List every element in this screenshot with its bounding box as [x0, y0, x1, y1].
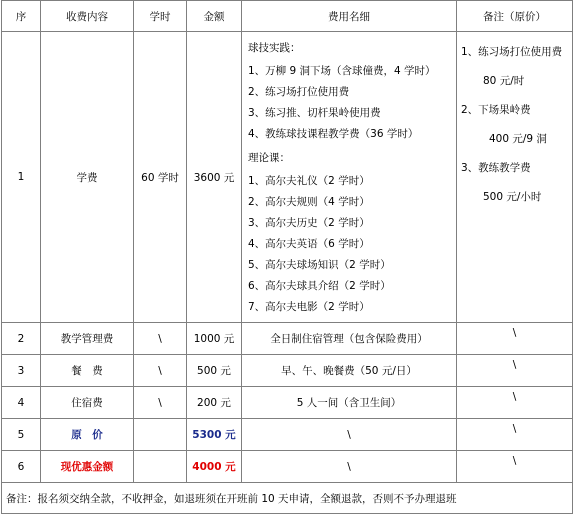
row-note — [457, 323, 573, 355]
row-hours: 60 学时 — [134, 32, 187, 323]
note-label: 3、教练教学费 — [461, 162, 531, 174]
row-hours: \ — [134, 387, 187, 419]
row-note — [457, 355, 573, 387]
row-hours — [134, 419, 187, 451]
note-label: 1、练习场打位使用费 — [461, 46, 563, 58]
header-hours: 学时 — [134, 1, 187, 32]
header-item: 收费内容 — [41, 1, 134, 32]
fee-table — [1, 0, 573, 514]
theory-item: 1、高尔夫礼仪（2 学时） — [248, 175, 370, 187]
row-detail: 5 人一间（含卫生间） — [242, 387, 457, 419]
row-no: 4 — [2, 387, 41, 419]
table-row — [2, 355, 573, 387]
row-item: 餐 费 — [41, 355, 134, 387]
row-note — [457, 387, 573, 419]
note-price: 400 元/9 洞 — [489, 133, 547, 145]
row-amount: 3600 元 — [187, 32, 242, 323]
row-detail: 全日制住宿管理（包含保险费用） — [242, 323, 457, 355]
row-no: 1 — [2, 32, 41, 323]
practice-item: 2、练习场打位使用费 — [248, 86, 350, 98]
row-no: 6 — [2, 451, 41, 483]
header-row — [2, 1, 573, 32]
theory-item: 2、高尔夫规则（4 学时） — [248, 196, 370, 208]
row-note-text: \ — [512, 454, 517, 467]
practice-title: 球技实践： — [248, 42, 301, 54]
row-note — [457, 451, 573, 483]
tuition-notes — [457, 32, 573, 323]
practice-item: 3、练习推、切杆果岭使用费 — [248, 107, 381, 119]
table-row — [2, 387, 573, 419]
theory-item: 5、高尔夫球场知识（2 学时） — [248, 259, 391, 271]
note-price: 80 元/时 — [483, 75, 525, 87]
footer-note: 备注：报名须交纳全款，不收押金，如退班须在开班前 10 天申请，全额退款，否则不予办理退班 — [2, 483, 573, 514]
table-row — [2, 32, 573, 323]
row-note-text: \ — [512, 390, 517, 403]
practice-item: 1、万柳 9 洞下场（含球僮费，4 学时） — [248, 65, 436, 77]
table-row — [2, 451, 573, 483]
header-amount: 金额 — [187, 1, 242, 32]
row-detail: \ — [242, 419, 457, 451]
footer-row — [2, 483, 573, 514]
row-note-text: \ — [512, 326, 517, 339]
theory-item: 6、高尔夫球具介绍（2 学时） — [248, 280, 391, 292]
row-no: 3 — [2, 355, 41, 387]
table-row — [2, 323, 573, 355]
theory-item: 7、高尔夫电影（2 学时） — [248, 301, 370, 313]
row-amount: 500 元 — [187, 355, 242, 387]
original-price-amount: 5300 元 — [187, 419, 242, 451]
row-amount: 1000 元 — [187, 323, 242, 355]
theory-title: 理论课： — [248, 152, 290, 164]
row-note — [457, 419, 573, 451]
row-no: 5 — [2, 419, 41, 451]
row-amount: 200 元 — [187, 387, 242, 419]
row-detail: \ — [242, 451, 457, 483]
row-hours: \ — [134, 323, 187, 355]
row-item: 住宿费 — [41, 387, 134, 419]
row-detail: 早、午、晚餐费（50 元/日） — [242, 355, 457, 387]
note-price: 500 元/小时 — [483, 191, 542, 203]
original-price-label: 原 价 — [41, 419, 134, 451]
table-row — [2, 419, 573, 451]
practice-item: 4、教练球技课程教学费（36 学时） — [248, 128, 419, 140]
row-hours — [134, 451, 187, 483]
note-label: 2、下场果岭费 — [461, 104, 531, 116]
row-item: 学费 — [41, 32, 134, 323]
header-no: 序 — [2, 1, 41, 32]
row-no: 2 — [2, 323, 41, 355]
row-note-text: \ — [512, 358, 517, 371]
theory-item: 3、高尔夫历史（2 学时） — [248, 217, 370, 229]
row-item: 教学管理费 — [41, 323, 134, 355]
row-hours: \ — [134, 355, 187, 387]
discount-price-amount: 4000 元 — [187, 451, 242, 483]
row-note-text: \ — [512, 422, 517, 435]
tuition-details — [242, 32, 457, 323]
theory-item: 4、高尔夫英语（6 学时） — [248, 238, 370, 250]
header-notes: 备注（原价） — [457, 1, 573, 32]
header-details: 费用名细 — [242, 1, 457, 32]
discount-price-label: 现优惠金额 — [41, 451, 134, 483]
